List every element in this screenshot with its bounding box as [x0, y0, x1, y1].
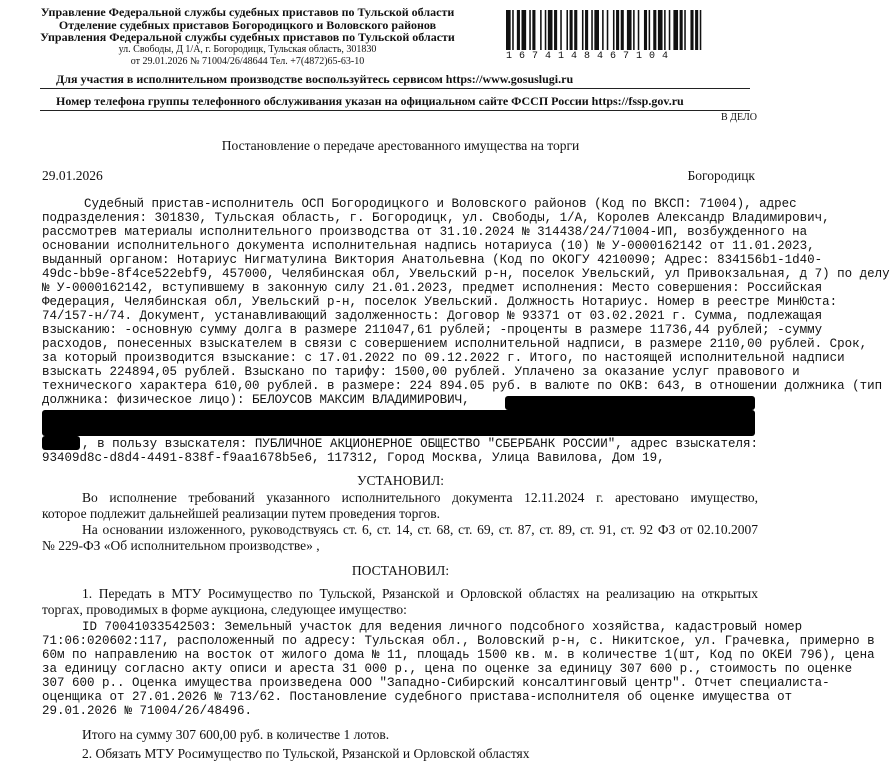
ustanovil-heading: УСТАНОВИЛ:: [356, 473, 445, 488]
text-line: технического характера 610,00 рублей. в размере: 224 894.05 руб. в валюте по ОКВ: 643, в отношении должника (тип: [42, 379, 883, 393]
text-line: которое подлежит дальнейшей реализации путем проведения торгов.: [42, 505, 441, 521]
org-address: ул. Свободы, Д 1/А, г. Богородицк, Тульская область, 301830: [118, 43, 377, 55]
doc-reference: от 29.01.2026 № 71004/26/48644 Тел. +7(4872)65-63-10: [130, 56, 365, 67]
text-line: 71:06:020602:117, расположенный по адресу: Тульская обл., Воловский р-н, с. Никитское, ул. Грачевка, примерно в: [42, 634, 875, 648]
creditor-paragraph: [42, 437, 758, 465]
document-title: Постановление о передаче арестованного имущества на торги: [221, 138, 580, 153]
text-line: расходов, понесенных взыскателем в связи с совершением исполнительной надписи, в размере 2110,00 рублей. Срок,: [42, 337, 868, 351]
text-line: 49dc-bb9e-8f4ce522ebf9, 457000, Челябинская обл, Увельский р-н, поселок Увельский, ул Привокзальная, д 7) по делу: [42, 267, 890, 281]
ustanovil-paragraph: [42, 490, 758, 521]
authority-header: [0, 6, 495, 69]
item1-paragraph: [42, 586, 758, 617]
divider: [40, 110, 750, 111]
text-line: Во исполнение требований указанного исполнительного документа 12.11.2024 г. арестовано имущество,: [82, 490, 758, 505]
text-line: взыскать 224894,05 рублей. Взыскано по тарифу: 1500,00 рублей. Уплачено за оказание услуг правового и: [42, 365, 800, 379]
redaction-bar: [42, 410, 755, 436]
barcode-icon: [506, 10, 751, 50]
phone-notice: Номер телефона группы телефонного обслуживания указан на официальном сайте ФССП России https://fssp.gov.ru: [56, 94, 684, 108]
org-name-1: Управление Федеральной службы судебных приставов по Тульской области: [40, 5, 455, 19]
document-city: Богородицк: [687, 168, 755, 183]
text-line: 74/157-н/74. Документ, устанавливающий задолженность: Договор № 93371 от 03.02.2021 г. Сумма, подлежащая: [42, 309, 823, 323]
text-line: 1. Передать в МТУ Росимущество по Тульской, Рязанской и Орловской областях на реализацию на открытых: [82, 586, 758, 601]
text-line: На основании изложенного, руководствуясь ст. 6, ст. 14, ст. 68, ст. 69, ст. 87, ст. 89, ст. 91, ст. 92 ФЗ от 02.10.2007: [82, 522, 758, 537]
barcode-number: 1674148467104: [506, 51, 676, 62]
text-line: рассмотрев материалы исполнительного производства от 31.10.2024 № 314438/24/71004-ИП, возбужденного на: [42, 225, 808, 239]
redaction-bar: [505, 396, 755, 410]
postanovil-heading: ПОСТАНОВИЛ:: [351, 563, 450, 578]
text-line: 93409d8c-d8d4-4491-838f-f9aa1678b5e6, 117312, Город Москва, Улица Вавилова, Дом 19,: [42, 451, 665, 465]
text-line: Судебный пристав-исполнитель ОСП Богородицкого и Воловского районов (Код по ВКСП: 71004), адрес: [84, 197, 797, 211]
gosuslugi-notice: Для участия в исполнительном производстве воспользуйтесь сервисом https://www.gosuslugi.ru: [56, 72, 574, 86]
text-line: взысканию: -основную сумму долга в размере 211047,61 рублей; -проценты в размере 11736,44 рублей; -сумму: [42, 323, 823, 337]
debtor-line: должника: физическое лицо): БЕЛОУСОВ МАКСИМ ВЛАДИМИРОВИЧ,: [42, 393, 470, 407]
text-line: № 229-ФЗ «Об исполнительном производстве» ,: [42, 537, 320, 553]
basis-paragraph: [42, 522, 758, 553]
text-line: , в пользу взыскателя: ПУБЛИЧНОЕ АКЦИОНЕРНОЕ ОБЩЕСТВО "СБЕРБАНК РОССИИ", адрес взыскателя:: [82, 437, 758, 451]
text-line: 29.01.2026 № 71004/26/48496.: [42, 704, 253, 718]
divider: [40, 88, 750, 89]
text-line: Федерация, Челябинская обл, Увельский р-н, поселок Увельский. Должность Нотариус. Номер в реестре МинЮста:: [42, 295, 838, 309]
text-line: оценщика от 27.01.2026 № 713/62. Постановление судебного пристава-исполнителя об оценке имущества от: [42, 690, 793, 704]
document-date: 29.01.2026: [42, 168, 103, 183]
text-line: 307 600 р.. Оценка имущества произведена ООО "Западно-Сибирский консалтинговый центр". Отчет специалиста-: [42, 676, 830, 690]
org-name-2: Отделение судебных приставов Богородицкого и Воловского районов: [58, 17, 437, 32]
org-name-3: Управления Федеральной службы судебных приставов по Тульской области: [40, 30, 455, 44]
text-line: № У-0000162142, вступившему в законную силу 21.01.2023, предмет исполнения: Место совершения: Российская: [42, 281, 823, 295]
text-line: подразделения: 301830, Тульская область, г. Богородицк, ул. Свободы, 1/А, Королев Александр Владимирович,: [42, 211, 830, 225]
text-line: 60м по направлению на восток от жилого дома № 11, площадь 1500 кв. м. в количестве 1(шт, Код по ОКЕИ 796), цена: [42, 648, 875, 662]
text-line: выданный органом: Нотариус Нигматулина Виктория Анатольевна (Код по ОКОГУ 4210090; Адрес: 834156b1-1d40-: [42, 253, 823, 267]
intro-paragraph: [42, 197, 890, 407]
text-line: торгах, проводимых в форме аукциона, следующее имущество:: [42, 601, 407, 617]
total-text: Итого на сумму 307 600,00 руб. в количестве 1 лотов.: [82, 727, 390, 742]
text-line: ID 70041033542503: Земельный участок для ведения личного подсобного хозяйства, кадастровый номер: [82, 620, 803, 634]
property-paragraph: [42, 620, 875, 718]
text-line: за который производится взыскание: с 17.01.2022 по 09.12.2022 г. Итого, по настоящей исполнительной надписи: [42, 351, 845, 365]
item2-text: 2. Обязать МТУ Росимущество по Тульской, Рязанской и Орловской областях: [82, 746, 530, 761]
v-delo-stamp: В ДЕЛО: [721, 112, 757, 123]
item2-paragraph: [82, 746, 758, 762]
text-line: основании исполнительного документа исполнительная надпись нотариуса (10) № У-0000162142 от 11.01.2023,: [42, 239, 815, 253]
text-line: за единицу согласно акту описи и ареста 31 000 р., цена по оценке за единицу 307 600 р., стоимость по оценке: [42, 662, 853, 676]
total-line: [82, 727, 758, 743]
